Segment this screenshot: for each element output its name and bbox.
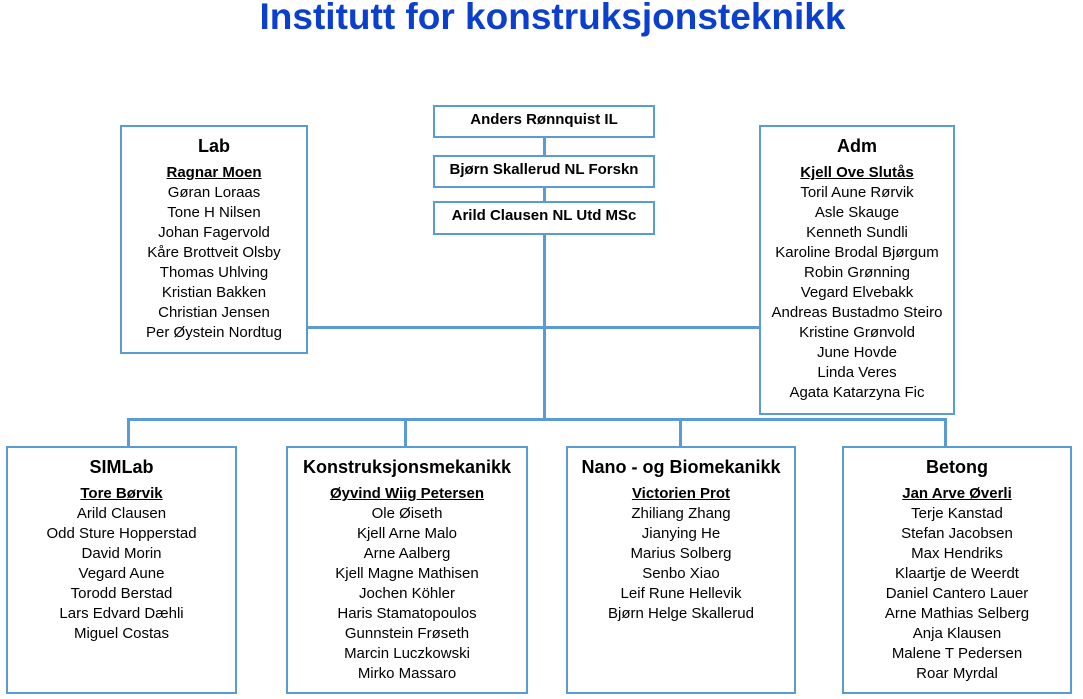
unit-box-konstruksjonsmekanikk (286, 446, 528, 694)
member: Odd Sture Hopperstad (46, 525, 197, 542)
unit-box-simlab (6, 446, 237, 694)
member: Leif Rune Hellevik (620, 585, 742, 602)
member: Marius Solberg (630, 545, 732, 562)
member: Per Øystein Nordtug (146, 324, 282, 341)
unit-leader: Jan Arve Øverli (902, 485, 1012, 502)
leader-box-education (433, 201, 655, 235)
member: Roar Myrdal (916, 665, 998, 682)
connector-betong (944, 418, 947, 447)
connector-lab-adm (308, 326, 760, 329)
member: Arne Aalberg (363, 545, 451, 562)
unit-leader: Victorien Prot (631, 485, 731, 502)
member: Zhiliang Zhang (631, 505, 731, 522)
page-title: Institutt for konstruksjonsteknikk (259, 0, 846, 37)
connector-konstruksjon (404, 418, 407, 447)
unit-box-betong (842, 446, 1072, 694)
connector-top-2 (543, 187, 546, 202)
member: Miguel Costas (73, 625, 170, 642)
member: Kjell Arne Malo (356, 525, 458, 542)
member: Daniel Cantero Lauer (885, 585, 1029, 602)
member: Mirko Massaro (357, 665, 457, 682)
unit-leader: Tore Børvik (80, 485, 163, 502)
unit-leader: Øyvind Wiig Petersen (329, 485, 485, 502)
member: Andreas Bustadmo Steiro (771, 304, 943, 321)
member: Anja Klausen (912, 625, 1002, 642)
member: Thomas Uhlving (159, 264, 269, 281)
unit-box-nano-biomekanikk (566, 446, 796, 694)
member: Tone H Nilsen (167, 204, 261, 221)
member: Robin Grønning (804, 264, 910, 281)
member: Asle Skauge (814, 204, 900, 221)
unit-title: Lab (197, 136, 230, 156)
member: Kristian Bakken (161, 284, 267, 301)
connector-bottom-bus (127, 418, 947, 421)
leader-box-head (433, 105, 655, 138)
unit-leader: Ragnar Moen (166, 164, 262, 181)
unit-box-lab (120, 125, 308, 354)
member: Jianying He (641, 525, 721, 542)
member: Agata Katarzyna Fic (789, 384, 925, 401)
unit-box-adm (759, 125, 955, 415)
member: Malene T Pedersen (891, 645, 1023, 662)
member: Kjell Magne Mathisen (335, 565, 479, 582)
unit-title: Adm (837, 136, 877, 156)
unit-title: Konstruksjonsmekanikk (302, 457, 512, 477)
member: Jochen Köhler (359, 585, 455, 602)
unit-title: SIMLab (89, 457, 154, 477)
member: Gøran Loraas (167, 184, 261, 201)
connector-simlab (127, 418, 130, 447)
member: Bjørn Helge Skallerud (608, 605, 754, 622)
member: Karoline Brodal Bjørgum (775, 244, 939, 261)
unit-title: Betong (926, 457, 988, 477)
leader-research-label: Bjørn Skallerud NL Forskn (449, 161, 639, 178)
member: David Morin (81, 545, 162, 562)
member: Kenneth Sundli (806, 224, 908, 241)
connector-top-1 (543, 137, 546, 155)
member: Torodd Berstad (70, 585, 173, 602)
member: Terje Kanstad (911, 505, 1003, 522)
leader-education-label: Arild Clausen NL Utd MSc (451, 207, 637, 224)
member: Stefan Jacobsen (901, 525, 1013, 542)
member: Vegard Aune (78, 565, 165, 582)
member: Kåre Brottveit Olsby (147, 244, 281, 261)
member: Klaartje de Weerdt (895, 565, 1019, 582)
member: Marcin Luczkowski (344, 645, 470, 662)
unit-title: Nano - og Biomekanikk (581, 457, 781, 477)
member: Gunnstein Frøseth (344, 625, 470, 642)
member: Lars Edvard Dæhli (59, 605, 184, 622)
member: Max Hendriks (911, 545, 1003, 562)
leader-box-research (433, 155, 655, 188)
member: Kristine Grønvold (799, 324, 915, 341)
member: Toril Aune Rørvik (800, 184, 914, 201)
leader-head-label: Anders Rønnquist IL (470, 111, 618, 128)
member: Arild Clausen (76, 505, 167, 522)
member: Haris Stamatopoulos (337, 605, 477, 622)
member: Vegard Elvebakk (800, 284, 914, 301)
member: Linda Veres (817, 364, 897, 381)
connector-nano (679, 418, 682, 447)
member: June Hovde (816, 344, 898, 361)
member: Arne Mathias Selberg (884, 605, 1030, 622)
unit-leader: Kjell Ove Slutås (800, 164, 914, 181)
member: Johan Fagervold (158, 224, 270, 241)
member: Christian Jensen (158, 304, 270, 321)
member: Senbo Xiao (642, 565, 720, 582)
member: Ole Øiseth (371, 505, 443, 522)
